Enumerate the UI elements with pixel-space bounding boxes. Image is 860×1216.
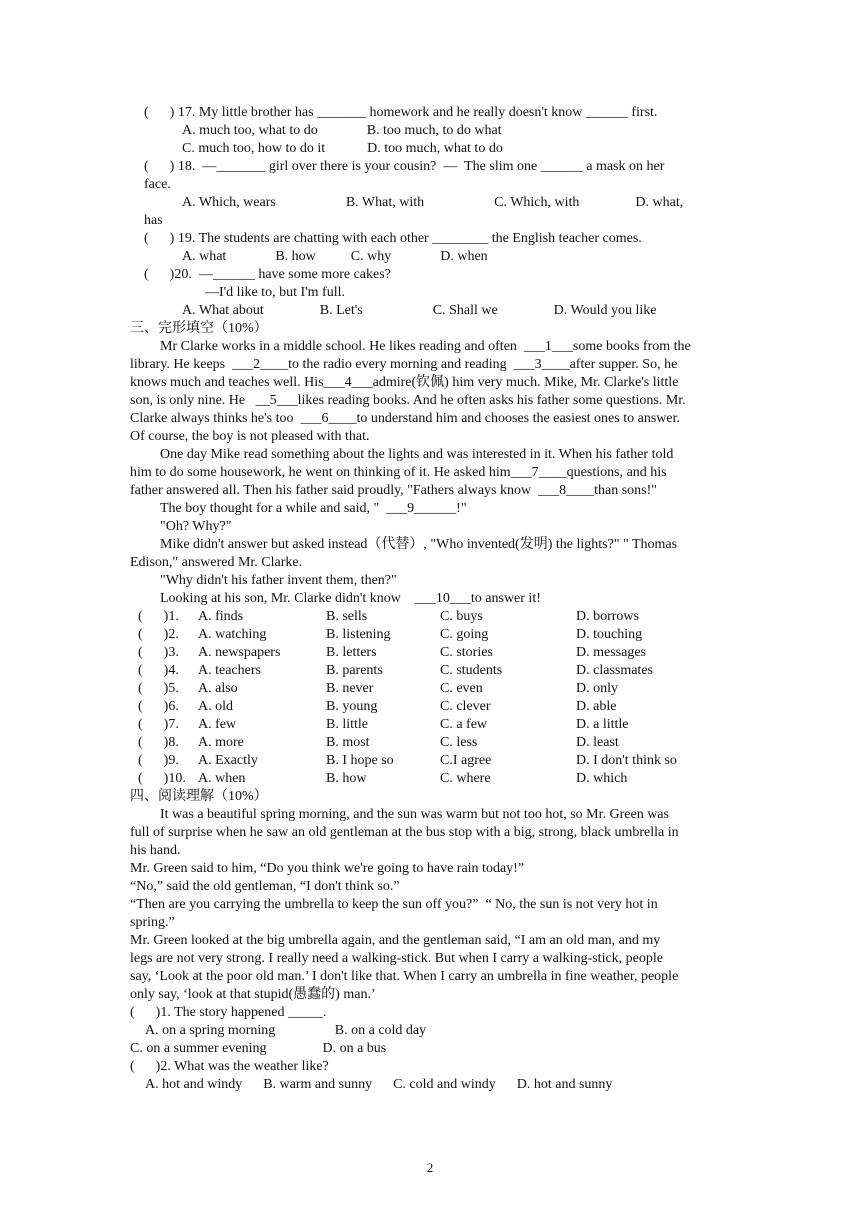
reading-paragraph-1-line-1: It was a beautiful spring morning, and the sun was warm but not too hot, so Mr. Green was (160, 807, 669, 822)
cloze-option-d: D. touching (576, 627, 643, 642)
reading-paragraph-5-line-2: legs are not very strong. I really need a walking-stick. But when I carry a walking-stick, people (130, 951, 663, 966)
cloze-paragraph-1-line-2: library. He keeps ___2____to the radio every morning and reading ___3____after supper. So, he (130, 357, 678, 372)
cloze-option-c: C. less (440, 735, 478, 750)
cloze-option-number: ( )9. (138, 753, 179, 768)
cloze-option-row (130, 662, 730, 680)
reading-question-1-options-cd: C. on a summer evening D. on a bus (130, 1041, 387, 1056)
reading-paragraph-1-line-2: full of surprise when he saw an old gentleman at the bus stop with a big, strong, black umbrella in (130, 825, 679, 840)
cloze-option-a: A. finds (198, 609, 244, 624)
cloze-option-a: A. when (198, 771, 246, 786)
cloze-option-number: ( )10. (138, 771, 186, 786)
cloze-option-a: A. few (198, 717, 237, 732)
cloze-paragraph-5-line-1: Mike didn't answer but asked instead（代替）, "Who invented(发明) the lights?" " Thomas (160, 537, 678, 552)
cloze-option-row (130, 644, 730, 662)
cloze-option-number: ( )8. (138, 735, 179, 750)
cloze-option-a: A. watching (198, 627, 267, 642)
reading-paragraph-4-line-2: spring.” (130, 915, 175, 930)
cloze-option-number: ( )1. (138, 609, 179, 624)
cloze-option-d: D. which (576, 771, 628, 786)
cloze-option-b: B. letters (326, 645, 377, 660)
reading-paragraph-1-line-3: his hand. (130, 843, 181, 858)
cloze-option-d: D. able (576, 699, 617, 714)
cloze-option-number: ( )5. (138, 681, 179, 696)
cloze-option-a: A. also (198, 681, 238, 696)
cloze-option-d: D. borrows (576, 609, 639, 624)
section-4-title: 四、阅读理解（10%） (130, 789, 268, 804)
cloze-option-row (130, 716, 730, 734)
cloze-options-list (130, 608, 730, 788)
cloze-option-number: ( )7. (138, 717, 179, 732)
exam-page (130, 104, 730, 1094)
cloze-option-c: C. clever (440, 699, 491, 714)
cloze-paragraph-2-line-2: him to do some housework, he went on thinking of it. He asked him___7____questions, and his (130, 465, 667, 480)
cloze-option-b: B. how (326, 771, 367, 786)
cloze-option-c: C. even (440, 681, 483, 696)
cloze-option-d: D. classmates (576, 663, 653, 678)
cloze-option-c: C. a few (440, 717, 488, 732)
cloze-option-d: D. a little (576, 717, 629, 732)
cloze-option-b: B. I hope so (326, 753, 394, 768)
cloze-option-row (130, 752, 730, 770)
page-number: 2 (426, 1160, 434, 1175)
cloze-option-b: B. little (326, 717, 368, 732)
reading-paragraph-4-line-1: “Then are you carrying the umbrella to keep the sun off you?” “ No, the sun is not very hot in (130, 897, 658, 912)
cloze-paragraph-4: "Oh? Why?" (160, 519, 232, 534)
cloze-paragraph-1-line-4: son, is only nine. He __5___likes reading books. And he often asks his father some questions. Mr. (130, 393, 686, 408)
question-17: ( ) 17. My little brother has _______ homework and he really doesn't know ______ first. (144, 105, 658, 120)
cloze-option-a: A. teachers (198, 663, 261, 678)
question-18-options-wrap: has (144, 213, 163, 228)
cloze-option-number: ( )3. (138, 645, 179, 660)
reading-paragraph-2: Mr. Green said to him, “Do you think we're going to have rain today!” (130, 861, 525, 876)
cloze-option-b: B. parents (326, 663, 383, 678)
cloze-option-number: ( )6. (138, 699, 179, 714)
reading-question-2: ( )2. What was the weather like? (130, 1059, 329, 1074)
reading-paragraph-5-line-3: say, ‘Look at the poor old man.’ I don't like that. When I carry an umbrella in fine weather, people (130, 969, 679, 984)
cloze-option-number: ( )2. (138, 627, 179, 642)
question-17-options-cd: C. much too, how to do it D. too much, what to do (182, 141, 503, 156)
cloze-paragraph-1-line-5: Clarke always thinks he's too ___6____to understand him and chooses the easiest ones to answer. (130, 411, 680, 426)
cloze-paragraph-7: Looking at his son, Mr. Clarke didn't know ___10___to answer it! (160, 591, 541, 606)
question-18-continuation: face. (144, 177, 171, 192)
cloze-paragraph-1-line-1: Mr Clarke works in a middle school. He likes reading and often ___1___some books from the (160, 339, 691, 354)
cloze-option-number: ( )4. (138, 663, 179, 678)
question-19-options: A. what B. how C. why D. when (182, 249, 488, 264)
cloze-option-d: D. only (576, 681, 618, 696)
cloze-option-b: B. sells (326, 609, 368, 624)
cloze-option-d: D. messages (576, 645, 646, 660)
reading-question-1: ( )1. The story happened _____. (130, 1005, 327, 1020)
cloze-option-row (130, 626, 730, 644)
section-3-title: 三、完形填空（10%） (130, 321, 268, 336)
cloze-option-b: B. never (326, 681, 374, 696)
cloze-option-d: D. I don't think so (576, 753, 677, 768)
cloze-paragraph-2-line-3: father answered all. Then his father said proudly, "Fathers always know ___8____than sons!" (130, 483, 657, 498)
question-20-reply: —I'd like to, but I'm full. (205, 285, 345, 300)
cloze-option-c: C. buys (440, 609, 483, 624)
cloze-option-d: D. least (576, 735, 619, 750)
cloze-option-row (130, 698, 730, 716)
cloze-option-a: A. more (198, 735, 244, 750)
question-17-options-ab: A. much too, what to do B. too much, to do what (182, 123, 502, 138)
reading-paragraph-3: “No,” said the old gentleman, “I don't think so.” (130, 879, 400, 894)
reading-question-1-options-ab: A. on a spring morning B. on a cold day (145, 1023, 427, 1038)
cloze-option-c: C.I agree (440, 753, 492, 768)
cloze-option-a: A. old (198, 699, 233, 714)
cloze-option-c: C. where (440, 771, 491, 786)
cloze-paragraph-5-line-2: Edison," answered Mr. Clarke. (130, 555, 303, 570)
cloze-option-row (130, 770, 730, 788)
cloze-paragraph-1-line-6: Of course, the boy is not pleased with that. (130, 429, 370, 444)
question-18: ( ) 18. —_______ girl over there is your cousin? — The slim one ______ a mask on her (144, 159, 665, 174)
reading-question-2-options: A. hot and windy B. warm and sunny C. cold and windy D. hot and sunny (145, 1077, 613, 1092)
cloze-option-a: A. Exactly (198, 753, 258, 768)
cloze-option-c: C. students (440, 663, 503, 678)
cloze-paragraph-1-line-3: knows much and teaches well. His___4___admire(钦佩) him very much. Mike, Mr. Clarke's little (130, 375, 679, 390)
cloze-paragraph-6: "Why didn't his father invent them, then?" (160, 573, 397, 588)
cloze-paragraph-3: The boy thought for a while and said, " ___9______!" (160, 501, 467, 516)
reading-paragraph-5-line-1: Mr. Green looked at the big umbrella again, and the gentleman said, “I am an old man, and my (130, 933, 661, 948)
cloze-option-a: A. newspapers (198, 645, 281, 660)
cloze-option-row (130, 608, 730, 626)
cloze-option-row (130, 734, 730, 752)
cloze-option-b: B. young (326, 699, 378, 714)
reading-paragraph-5-line-4: only say, ‘look at that stupid(愚蠢的) man.’ (130, 987, 376, 1002)
cloze-option-b: B. most (326, 735, 370, 750)
question-18-options: A. Which, wears B. What, with C. Which, with D. what, (182, 195, 684, 210)
cloze-option-c: C. going (440, 627, 489, 642)
question-20: ( )20. —______ have some more cakes? (144, 267, 391, 282)
question-20-options: A. What about B. Let's C. Shall we D. Would you like (182, 303, 657, 318)
cloze-option-c: C. stories (440, 645, 493, 660)
question-19: ( ) 19. The students are chatting with each other ________ the English teacher comes. (144, 231, 642, 246)
cloze-option-row (130, 680, 730, 698)
cloze-paragraph-2-line-1: One day Mike read something about the lights and was interested in it. When his father told (160, 447, 674, 462)
cloze-option-b: B. listening (326, 627, 391, 642)
